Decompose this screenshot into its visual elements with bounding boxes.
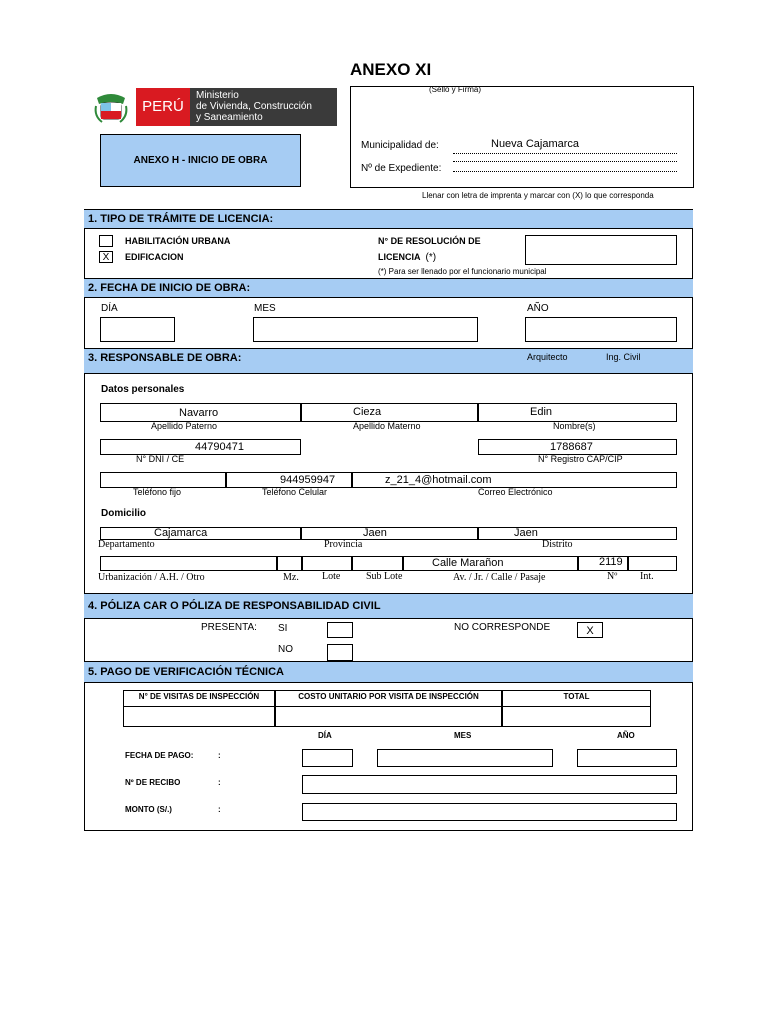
- mz-label: Mz.: [283, 572, 299, 583]
- visitas-input[interactable]: [123, 706, 275, 727]
- resolucion-label-2: LICENCIA (*): [378, 252, 437, 263]
- apellido-materno-label: Apellido Materno: [353, 421, 421, 431]
- expediente-label: Nº de Expediente:: [361, 163, 442, 174]
- start-mes-input[interactable]: [253, 317, 478, 342]
- presenta-label: PRESENTA:: [201, 622, 257, 633]
- dni-label: N° DNI / CE: [136, 454, 185, 464]
- monto-label: MONTO (S/.): [125, 805, 172, 814]
- cap-label: N° Registro CAP/CIP: [538, 454, 623, 464]
- col-total-header: TOTAL: [502, 690, 651, 707]
- instructions-text: Llenar con letra de imprenta y marcar con (X) lo que corresponda: [422, 191, 654, 200]
- domicilio-label: Domicilio: [101, 508, 147, 519]
- resolucion-input[interactable]: [525, 235, 677, 265]
- distrito-input[interactable]: Jaen: [478, 527, 677, 540]
- lote-label: Lote: [322, 571, 341, 582]
- avenida-input[interactable]: Calle Marañon: [403, 556, 578, 571]
- ministry-name: Ministerio de Vivienda, Construcción y Saneamiento: [190, 88, 337, 126]
- cap-input[interactable]: 1788687: [478, 439, 677, 455]
- lote-input[interactable]: [302, 556, 352, 571]
- telefono-celular-input[interactable]: 944959947: [226, 472, 352, 488]
- annex-h-box: [100, 134, 301, 187]
- si-checkbox[interactable]: [327, 622, 353, 638]
- monto-colon: :: [218, 805, 221, 814]
- departamento-input[interactable]: Cajamarca: [100, 527, 301, 540]
- peru-coat-of-arms-icon: [92, 88, 130, 126]
- recibo-colon: :: [218, 778, 221, 787]
- section1-header: 1. TIPO DE TRÁMITE DE LICENCIA:: [84, 209, 693, 229]
- page-title: ANEXO XI: [350, 60, 432, 79]
- interior-input[interactable]: [628, 556, 677, 571]
- resolucion-note: (*) Para ser llenado por el funcionario municipal: [378, 267, 547, 276]
- expediente-line-1: [453, 161, 677, 162]
- col-costo-header: COSTO UNITARIO POR VISITA DE INSPECCIÓN: [275, 690, 502, 707]
- provincia-input[interactable]: Jaen: [301, 527, 478, 540]
- start-dia-input[interactable]: [100, 317, 175, 342]
- ministry-logo: [92, 88, 337, 126]
- no-checkbox[interactable]: [327, 644, 353, 661]
- recibo-label: Nº DE RECIBO: [125, 778, 181, 787]
- fecha-pago-label: FECHA DE PAGO:: [125, 751, 194, 760]
- pago-mes-input[interactable]: [377, 749, 553, 767]
- apellido-materno-input[interactable]: Cieza: [301, 403, 478, 422]
- seal-caption: (Sello y Firma): [429, 85, 482, 94]
- municipality-line: [453, 153, 677, 154]
- si-label: SI: [278, 623, 288, 634]
- pago-mes-label: MES: [454, 731, 472, 740]
- correo-label: Correo Electrónico: [478, 487, 553, 497]
- interior-label: Int.: [640, 571, 654, 582]
- total-input[interactable]: [502, 706, 651, 727]
- form-frame: [84, 209, 693, 831]
- recibo-input[interactable]: [302, 775, 677, 794]
- no-corresponde-label: NO CORRESPONDE: [454, 622, 551, 633]
- telefono-fijo-label: Teléfono fijo: [133, 487, 182, 497]
- telefono-celular-label: Teléfono Celular: [262, 487, 328, 497]
- start-anio-input[interactable]: [525, 317, 677, 342]
- seal-box: [350, 86, 694, 188]
- numero-label: Nº: [607, 571, 618, 582]
- fecha-pago-colon: :: [218, 751, 221, 760]
- distrito-label: Distrito: [542, 539, 573, 550]
- nombres-label: Nombre(s): [553, 421, 596, 431]
- pago-anio-label: AÑO: [617, 731, 635, 740]
- provincia-label: Provincia: [324, 539, 363, 550]
- col-visitas-header: N° DE VISITAS DE INSPECCIÓN: [123, 690, 275, 707]
- section4-header: 4. PÓLIZA CAR O PÓLIZA DE RESPONSABILIDAD CIVIL: [84, 593, 693, 619]
- municipality-value[interactable]: Nueva Cajamarca: [491, 138, 580, 150]
- pago-dia-label: DÍA: [318, 731, 332, 740]
- pago-anio-input[interactable]: [577, 749, 677, 767]
- urbanizacion-label: Urbanización / A.H. / Otro: [98, 572, 205, 583]
- habilitacion-checkbox[interactable]: [99, 235, 113, 247]
- start-anio-label: AÑO: [527, 303, 549, 314]
- numero-input[interactable]: 2119: [578, 556, 628, 571]
- correo-input[interactable]: z_21_4@hotmail.com: [352, 472, 677, 488]
- avenida-label: Av. / Jr. / Calle / Pasaje: [453, 572, 546, 583]
- start-dia-label: DÍA: [101, 303, 118, 314]
- resolucion-label-1: N° DE RESOLUCIÓN DE: [378, 236, 481, 246]
- dni-input[interactable]: 44790471: [100, 439, 301, 455]
- pago-dia-input[interactable]: [302, 749, 353, 767]
- apellido-paterno-label: Apellido Paterno: [151, 421, 218, 431]
- nombres-input[interactable]: Edin: [478, 403, 677, 422]
- monto-input[interactable]: [302, 803, 677, 821]
- telefono-fijo-input[interactable]: [100, 472, 226, 488]
- apellido-paterno-input[interactable]: Navarro: [100, 403, 301, 422]
- departamento-label: Departamento: [98, 539, 155, 550]
- section5-header: 5. PAGO DE VERIFICACIÓN TÉCNICA: [84, 661, 693, 683]
- arquitecto-label[interactable]: Arquitecto: [527, 352, 568, 362]
- sublote-input[interactable]: [352, 556, 403, 571]
- mz-input[interactable]: [277, 556, 302, 571]
- peru-badge: PERÚ: [136, 88, 190, 126]
- section2-header: 2. FECHA DE INICIO DE OBRA:: [84, 278, 693, 298]
- edificacion-label: EDIFICACION: [125, 252, 184, 262]
- no-label: NO: [278, 644, 293, 655]
- costo-input[interactable]: [275, 706, 502, 727]
- habilitacion-label: HABILITACIÓN URBANA: [125, 236, 231, 246]
- municipality-label: Municipalidad de:: [361, 140, 439, 151]
- datos-personales-label: Datos personales: [101, 384, 185, 395]
- expediente-line-2: [453, 171, 677, 172]
- no-corresponde-checkbox[interactable]: X: [577, 622, 603, 638]
- urbanizacion-input[interactable]: [100, 556, 277, 571]
- ing-civil-label[interactable]: Ing. Civil: [606, 352, 641, 362]
- start-mes-label: MES: [254, 303, 276, 314]
- section3-header: 3. RESPONSABLE DE OBRA:: [84, 348, 693, 374]
- edificacion-checkbox[interactable]: X: [99, 251, 113, 263]
- sublote-label: Sub Lote: [366, 571, 403, 582]
- annex-h-label: ANEXO H - INICIO DE OBRA: [133, 155, 268, 166]
